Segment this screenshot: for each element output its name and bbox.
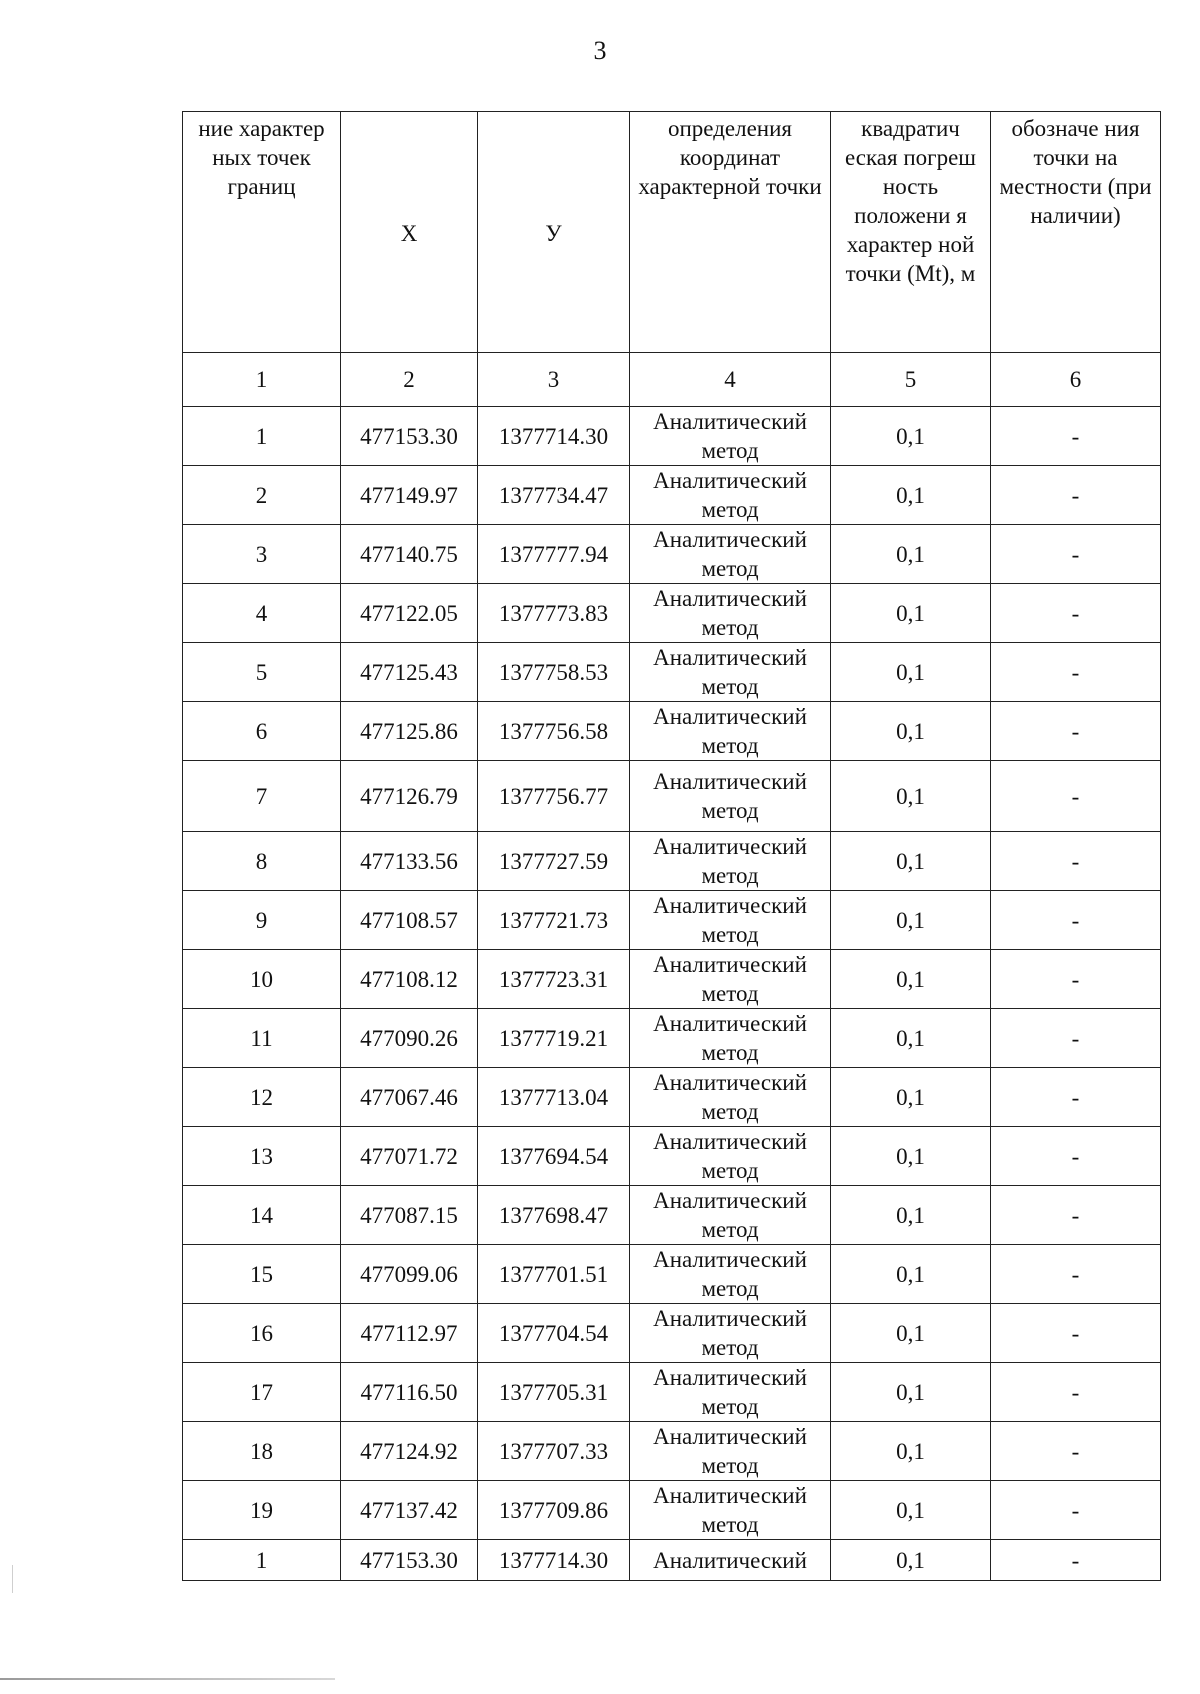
point-designation: - [991,761,1161,832]
method [630,1009,831,1068]
coord-y: 1377714.30 [478,1540,630,1581]
point-designation: - [991,1068,1161,1127]
method [630,1481,831,1540]
method-line-1: Аналитический [653,1424,807,1449]
coord-x: 477122.05 [341,584,478,643]
table-row [183,1363,1161,1422]
method-line-2: метод [701,674,759,699]
coord-y: 1377721.73 [478,891,630,950]
method [630,1540,831,1581]
coord-y: 1377714.30 [478,407,630,466]
coord-x: 477116.50 [341,1363,478,1422]
header-designation: обозначе ния точки на местности (при наличии) [991,112,1161,353]
column-number: 6 [991,353,1161,407]
point-designation: - [991,702,1161,761]
method-line-1: Аналитический [653,527,807,552]
point-number: 3 [183,525,341,584]
coord-y: 1377723.31 [478,950,630,1009]
table-row [183,1540,1161,1581]
table-row [183,643,1161,702]
coord-x: 477126.79 [341,761,478,832]
coord-y: 1377756.77 [478,761,630,832]
method [630,1068,831,1127]
coord-y: 1377707.33 [478,1422,630,1481]
error-mt: 0,1 [831,891,991,950]
coord-y: 1377777.94 [478,525,630,584]
method-line-1: Аналитический [653,769,807,794]
column-number: 4 [630,353,831,407]
point-designation: - [991,584,1161,643]
table-row [183,1009,1161,1068]
table-row [183,1245,1161,1304]
method [630,1304,831,1363]
point-number: 5 [183,643,341,702]
coord-x: 477067.46 [341,1068,478,1127]
method-line-1: Аналитический [653,1547,807,1573]
table-row [183,1422,1161,1481]
method [630,1363,831,1422]
error-mt: 0,1 [831,832,991,891]
error-mt: 0,1 [831,1186,991,1245]
method-line-2: метод [701,1217,759,1242]
coord-y: 1377709.86 [478,1481,630,1540]
method-line-1: Аналитический [653,1129,807,1154]
error-mt: 0,1 [831,584,991,643]
coord-x: 477108.12 [341,950,478,1009]
point-designation: - [991,1422,1161,1481]
coord-x: 477112.97 [341,1304,478,1363]
error-mt: 0,1 [831,466,991,525]
coord-y: 1377694.54 [478,1127,630,1186]
method-line-1: Аналитический [653,893,807,918]
coord-x: 477125.43 [341,643,478,702]
point-designation: - [991,1304,1161,1363]
method-line-2: метод [701,981,759,1006]
method-line-1: Аналитический [653,1011,807,1036]
coord-x: 477087.15 [341,1186,478,1245]
method [630,1422,831,1481]
method-line-1: Аналитический [653,1070,807,1095]
method-line-2: метод [701,1453,759,1478]
coord-x: 477090.26 [341,1009,478,1068]
method-line-1: Аналитический [653,1483,807,1508]
point-designation: - [991,643,1161,702]
table-row [183,891,1161,950]
method [630,832,831,891]
point-number: 18 [183,1422,341,1481]
error-mt: 0,1 [831,1540,991,1581]
coord-x: 477125.86 [341,702,478,761]
error-mt: 0,1 [831,1481,991,1540]
coord-y: 1377713.04 [478,1068,630,1127]
coord-x: 477153.30 [341,407,478,466]
error-mt: 0,1 [831,525,991,584]
coord-y: 1377773.83 [478,584,630,643]
coord-x: 477140.75 [341,525,478,584]
point-number: 7 [183,761,341,832]
point-number: 8 [183,832,341,891]
table-row [183,1068,1161,1127]
table-header-row [183,112,1161,353]
method-line-2: метод [701,1276,759,1301]
coord-x: 477133.56 [341,832,478,891]
point-number: 16 [183,1304,341,1363]
scan-artifact [0,1678,335,1680]
point-number: 12 [183,1068,341,1127]
column-number: 2 [341,353,478,407]
table-row [183,950,1161,1009]
method-line-1: Аналитический [653,1247,807,1272]
table-row [183,832,1161,891]
table-row [183,407,1161,466]
method-line-1: Аналитический [653,834,807,859]
method-line-1: Аналитический [653,409,807,434]
header-method: определения координат характерной точки [630,112,831,353]
method [630,407,831,466]
point-number: 13 [183,1127,341,1186]
coordinates-table [182,111,1161,1581]
point-number: 1 [183,1540,341,1581]
point-designation: - [991,1540,1161,1581]
method [630,950,831,1009]
point-designation: - [991,1127,1161,1186]
method-line-2: метод [701,733,759,758]
method-line-2: метод [701,556,759,581]
coord-x: 477124.92 [341,1422,478,1481]
table-row [183,761,1161,832]
coord-x: 477137.42 [341,1481,478,1540]
error-mt: 0,1 [831,1363,991,1422]
method-line-2: метод [701,1394,759,1419]
method-line-1: Аналитический [653,586,807,611]
error-mt: 0,1 [831,1245,991,1304]
point-designation: - [991,1186,1161,1245]
column-number: 1 [183,353,341,407]
method-line-1: Аналитический [653,1306,807,1331]
point-number: 4 [183,584,341,643]
point-number: 10 [183,950,341,1009]
method-line-2: метод [701,1040,759,1065]
error-mt: 0,1 [831,407,991,466]
point-number: 15 [183,1245,341,1304]
page-number: 3 [593,36,607,65]
point-designation: - [991,950,1161,1009]
method-line-2: метод [701,1158,759,1183]
coord-y: 1377698.47 [478,1186,630,1245]
point-designation: - [991,1009,1161,1068]
point-designation: - [991,407,1161,466]
table-row [183,584,1161,643]
method-line-1: Аналитический [653,704,807,729]
error-mt: 0,1 [831,702,991,761]
method [630,584,831,643]
coord-x: 477108.57 [341,891,478,950]
coord-x: 477149.97 [341,466,478,525]
table-row [183,466,1161,525]
coord-y: 1377727.59 [478,832,630,891]
header-y: У [478,112,630,353]
error-mt: 0,1 [831,1127,991,1186]
point-number: 1 [183,407,341,466]
method [630,1127,831,1186]
point-number: 11 [183,1009,341,1068]
header-x: X [341,112,478,353]
point-number: 19 [183,1481,341,1540]
method [630,891,831,950]
column-number: 3 [478,353,630,407]
method [630,1245,831,1304]
table-row [183,525,1161,584]
coord-y: 1377719.21 [478,1009,630,1068]
coord-x: 477153.30 [341,1540,478,1581]
error-mt: 0,1 [831,1422,991,1481]
error-mt: 0,1 [831,1009,991,1068]
coord-y: 1377734.47 [478,466,630,525]
error-mt: 0,1 [831,643,991,702]
table-row [183,1481,1161,1540]
scan-artifact [12,1565,13,1593]
error-mt: 0,1 [831,1068,991,1127]
method-line-1: Аналитический [653,645,807,670]
point-designation: - [991,1481,1161,1540]
table-row [183,1304,1161,1363]
header-error: квадратич еская погреш ность положени я характер ной точки (Mt), м [831,112,991,353]
method-line-1: Аналитический [653,1365,807,1390]
method-line-1: Аналитический [653,952,807,977]
method-line-2: метод [701,922,759,947]
coord-y: 1377756.58 [478,702,630,761]
point-designation: - [991,891,1161,950]
point-number: 14 [183,1186,341,1245]
method [630,643,831,702]
method-line-2: метод [701,1335,759,1360]
method-line-2: метод [701,798,759,823]
header-point-name: ние характер ных точек границ [183,112,341,353]
method-line-2: метод [701,615,759,640]
point-number: 9 [183,891,341,950]
point-designation: - [991,466,1161,525]
method [630,466,831,525]
coord-y: 1377705.31 [478,1363,630,1422]
point-number: 2 [183,466,341,525]
table-row [183,702,1161,761]
table-row [183,1127,1161,1186]
column-number-row [183,353,1161,407]
coord-y: 1377701.51 [478,1245,630,1304]
point-designation: - [991,525,1161,584]
coord-y: 1377704.54 [478,1304,630,1363]
method [630,761,831,832]
point-number: 17 [183,1363,341,1422]
method [630,525,831,584]
method-line-2: метод [701,863,759,888]
coord-x: 477071.72 [341,1127,478,1186]
coord-y: 1377758.53 [478,643,630,702]
method-line-2: метод [701,1099,759,1124]
method-line-2: метод [701,438,759,463]
method-line-1: Аналитический [653,468,807,493]
error-mt: 0,1 [831,761,991,832]
method-line-2: метод [701,497,759,522]
point-designation: - [991,1245,1161,1304]
method-line-2: метод [701,1512,759,1537]
coord-x: 477099.06 [341,1245,478,1304]
point-number: 6 [183,702,341,761]
point-designation: - [991,1363,1161,1422]
column-number: 5 [831,353,991,407]
table-row [183,1186,1161,1245]
method [630,1186,831,1245]
method-line-1: Аналитический [653,1188,807,1213]
point-designation: - [991,832,1161,891]
error-mt: 0,1 [831,1304,991,1363]
method [630,702,831,761]
error-mt: 0,1 [831,950,991,1009]
